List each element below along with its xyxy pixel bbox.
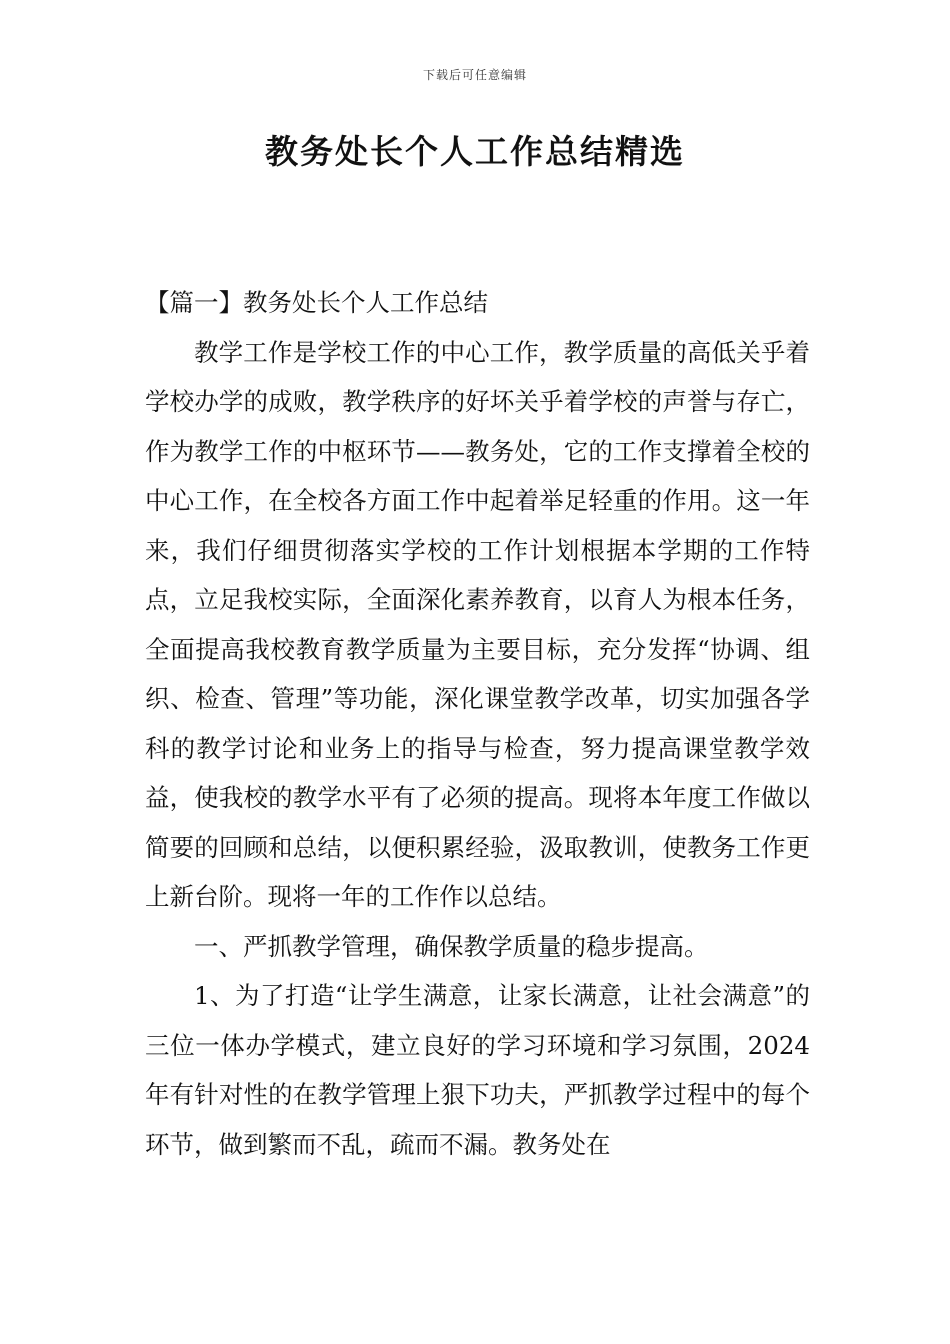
section-heading: 【篇一】教务处长个人工作总结 [145,288,488,317]
paragraph-point-one: 1、为了打造“让学生满意，让家长满意，让社会满意”的三位一体办学模式，建立良好的学习环境和学习氛围，2024年有针对性的在教学管理上狠下功夫，严抓教学过程中的每个环节，做到繁而不乱，疏而不漏。教务处在 [145,981,810,1159]
paragraph-intro: 教学工作是学校工作的中心工作，教学质量的高低关乎着学校办学的成败，教学秩序的好坏关乎着学校的声誉与存亡，作为教学工作的中枢环节——教务处，它的工作支撑着全校的中心工作，在全校各方面工作中起着举足轻重的作用。这一年来，我们仔细贯彻落实学校的工作计划根据本学期的工作特点，立足我校实际，全面深化素养教育，以育人为根本任务，全面提高我校教育教学质量为主要目标，充分发挥“协调、组织、检查、管理”等功能，深化课堂教学改革，切实加强各学科的教学讨论和业务上的指导与检查，努力提高课堂教学效益，使我校的教学水平有了必须的提高。现将本年度工作做以简要的回顾和总结，以便积累经验，汲取教训，使教务工作更上新台阶。现将一年的工作作以总结。 [145,337,810,911]
document-body [145,278,810,1169]
document-title: 教务处长个人工作总结精选 [265,132,685,171]
page-header-note: 下载后可任意编辑 [422,68,527,82]
paragraph-section-one-heading: 一、严抓教学管理，确保教学质量的稳步提高。 [194,931,709,961]
